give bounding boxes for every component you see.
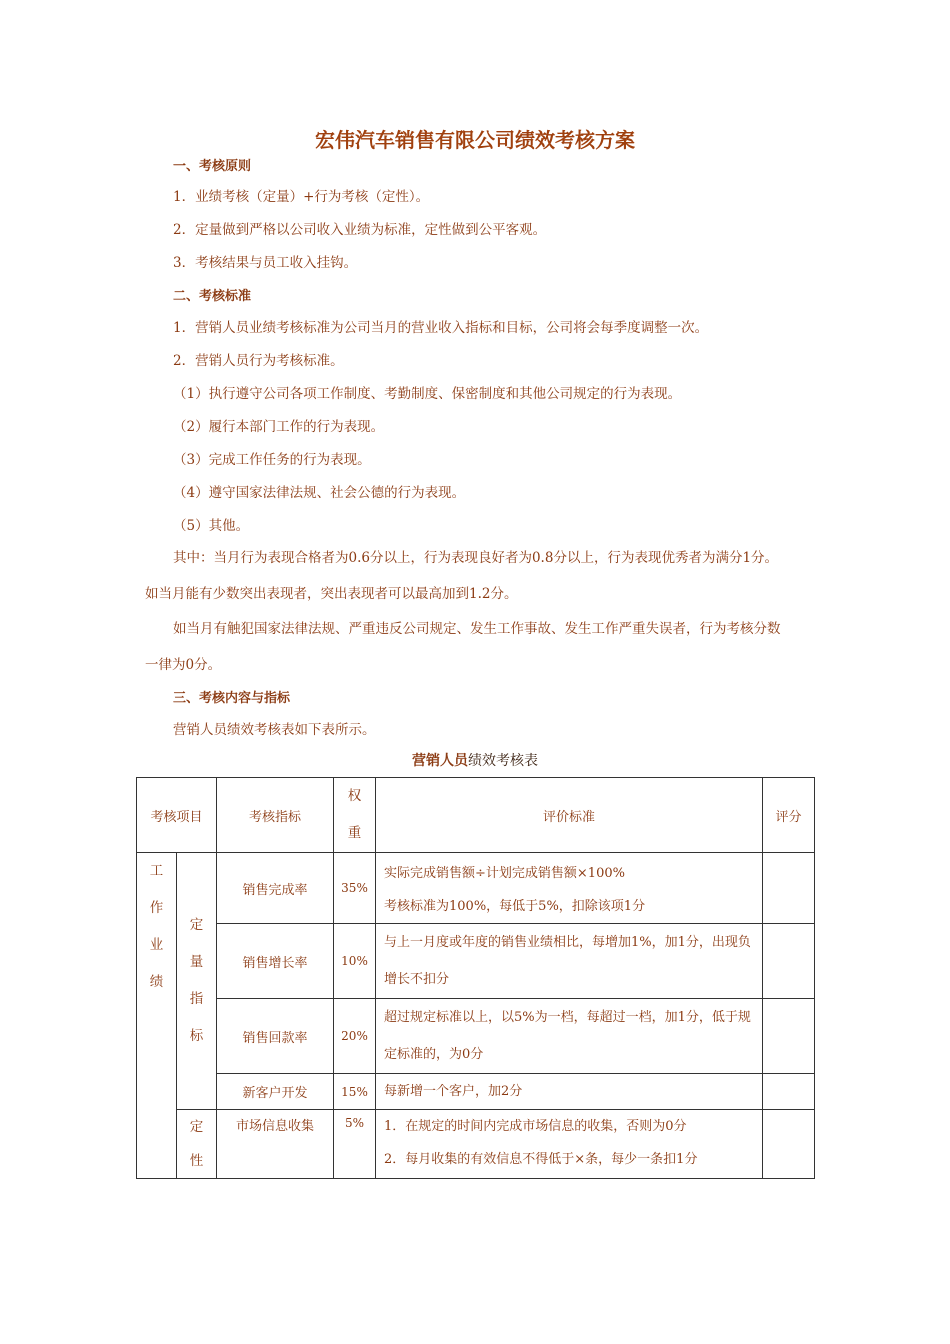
section-heading-standards: 二、考核标准	[173, 289, 252, 304]
standard-item: 1．营销人员业绩考核标准为公司当月的营业收入指标和目标，公司将会每季度调整一次。	[173, 320, 709, 336]
performance-table	[136, 777, 815, 1179]
principle-item: 3．考核结果与员工收入挂钩。	[173, 255, 358, 271]
weight-cell: 35%	[334, 853, 376, 924]
table-intro: 营销人员绩效考核表如下表所示。	[173, 722, 376, 738]
subgroup-char: 定	[189, 917, 204, 933]
standard-sub-item: （2）履行本部门工作的行为表现。	[173, 419, 385, 435]
table-row	[137, 1074, 815, 1110]
table-caption	[0, 750, 950, 770]
table-row	[137, 999, 815, 1074]
criteria-line: 考核标准为100%，每低于5%，扣除该项1分	[384, 899, 646, 914]
violation-paragraph-cont: 一律为0分。	[145, 657, 222, 673]
group-char: 作	[149, 900, 164, 916]
standard-sub-item: （3）完成工作任务的行为表现。	[173, 452, 371, 468]
criteria-line: 每新增一个客户，加2分	[384, 1083, 523, 1099]
criteria-line: 实际完成销售额÷计划完成销售额×100%	[384, 866, 625, 881]
indicator-cell: 市场信息收集	[217, 1110, 334, 1179]
subgroup-char: 标	[189, 1028, 204, 1044]
section-heading-principles: 一、考核原则	[173, 159, 252, 174]
group-work-performance	[137, 853, 177, 1179]
subgroup-char: 性	[189, 1153, 204, 1169]
subgroup-char: 指	[189, 991, 204, 1007]
indicator-cell: 销售增长率	[217, 924, 334, 999]
criteria-cell	[376, 924, 763, 999]
criteria-cell	[376, 999, 763, 1074]
header-weight-char: 权	[347, 788, 362, 804]
table-caption-rest: 绩效考核表	[468, 753, 538, 769]
table-row	[137, 924, 815, 999]
indicator-cell: 销售完成率	[217, 853, 334, 924]
score-cell	[763, 999, 815, 1074]
header-weight	[334, 778, 376, 853]
group-char: 绩	[149, 974, 164, 990]
weight-cell: 20%	[334, 999, 376, 1074]
subgroup-qualitative	[177, 1110, 217, 1179]
violation-paragraph: 如当月有触犯国家法律法规、严重违反公司规定、发生工作事故、发生工作严重失误者，行为考核分数	[173, 621, 781, 637]
group-char: 工	[149, 863, 164, 879]
score-cell	[763, 1074, 815, 1110]
weight-cell: 10%	[334, 924, 376, 999]
page-title: 宏伟汽车销售有限公司绩效考核方案	[315, 128, 635, 152]
indicator-cell: 新客户开发	[217, 1074, 334, 1110]
criteria-line: 超过规定标准以上，以5%为一档，每超过一档，加1分，低于规定标准的，为0分	[384, 1010, 751, 1062]
weight-cell: 5%	[334, 1110, 376, 1179]
indicator-cell: 销售回款率	[217, 999, 334, 1074]
header-criteria: 评价标准	[376, 778, 763, 853]
criteria-cell	[376, 1110, 763, 1179]
standard-item: 2．营销人员行为考核标准。	[173, 353, 344, 369]
table-row	[137, 853, 815, 924]
behavior-paragraph-cont: 如当月能有少数突出表现者，突出表现者可以最高加到1.2分。	[145, 586, 518, 602]
table-row	[137, 1110, 815, 1179]
criteria-line: 与上一月度或年度的销售业绩相比，每增加1%，加1分，出现负增长不扣分	[384, 935, 751, 987]
criteria-line: 1．在规定的时间内完成市场信息的收集，否则为0分	[384, 1119, 687, 1134]
table-caption-bold: 营销人员	[412, 753, 468, 769]
group-char: 业	[149, 937, 164, 953]
subgroup-quantitative	[177, 853, 217, 1110]
criteria-cell	[376, 853, 763, 924]
header-item: 考核项目	[137, 778, 217, 853]
weight-cell: 15%	[334, 1074, 376, 1110]
section-heading-content: 三、考核内容与指标	[173, 691, 291, 706]
principle-item: 2．定量做到严格以公司收入业绩为标准，定性做到公平客观。	[173, 222, 547, 238]
criteria-line: 2．每月收集的有效信息不得低于×条，每少一条扣1分	[384, 1152, 698, 1167]
score-cell	[763, 853, 815, 924]
subgroup-char: 量	[189, 954, 204, 970]
header-weight-char: 重	[347, 825, 362, 841]
criteria-cell	[376, 1074, 763, 1110]
principle-item: 1．业绩考核（定量）+行为考核（定性）。	[173, 189, 430, 205]
standard-sub-item: （5）其他。	[173, 518, 250, 534]
standard-sub-item: （4）遵守国家法律法规、社会公德的行为表现。	[173, 485, 466, 501]
header-score: 评分	[763, 778, 815, 853]
standard-sub-item: （1）执行遵守公司各项工作制度、考勤制度、保密制度和其他公司规定的行为表现。	[173, 386, 682, 402]
subgroup-char: 定	[189, 1119, 204, 1135]
score-cell	[763, 924, 815, 999]
table-header-row	[137, 778, 815, 853]
header-indicator: 考核指标	[217, 778, 334, 853]
score-cell	[763, 1110, 815, 1179]
behavior-paragraph: 其中：当月行为表现合格者为0.6分以上，行为表现良好者为0.8分以上，行为表现优秀者为满分1分。	[173, 550, 779, 566]
